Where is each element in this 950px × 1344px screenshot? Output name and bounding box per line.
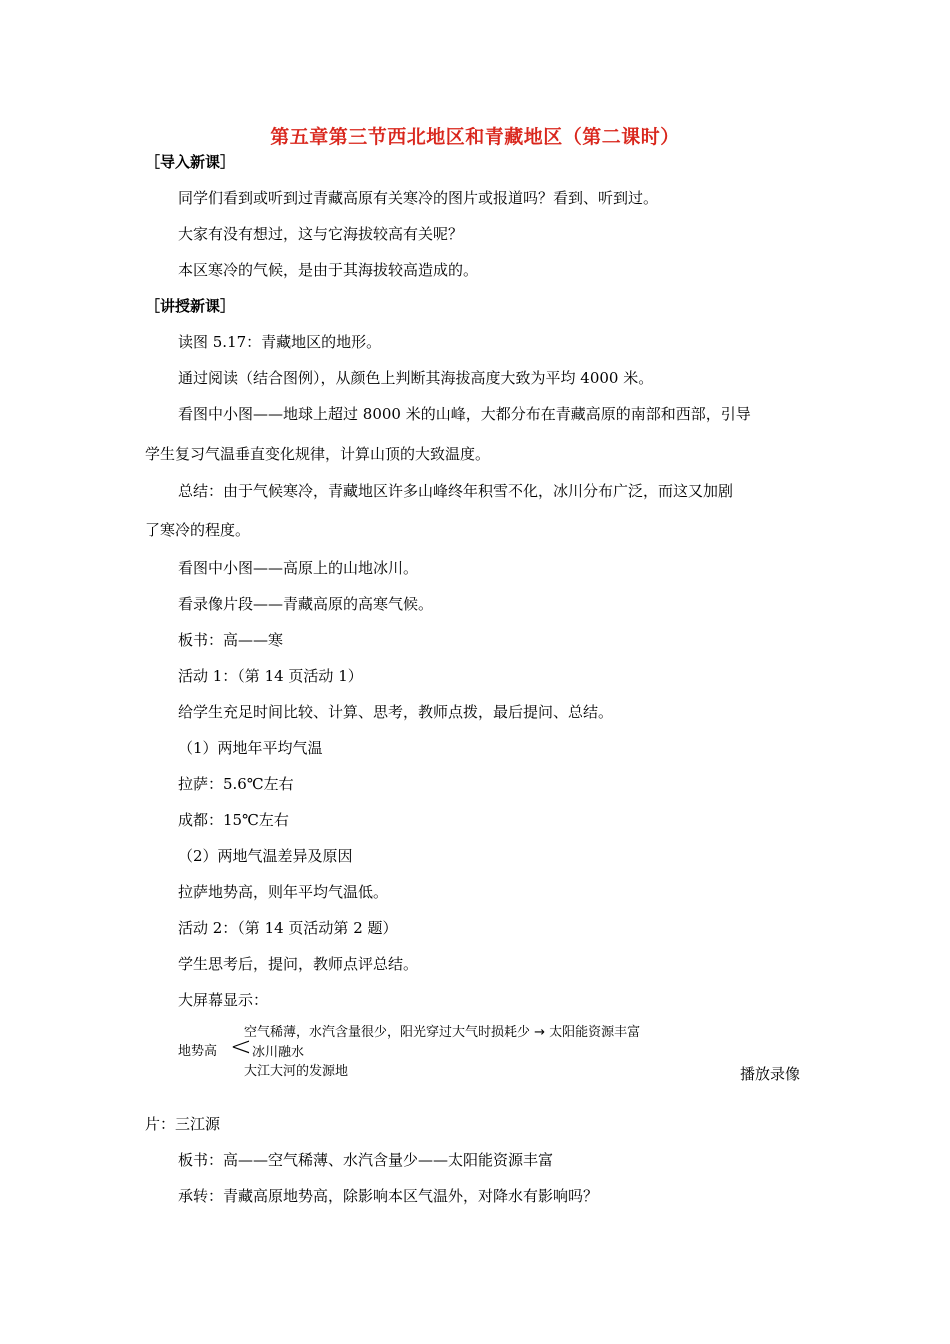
section-heading-intro: ［导入新课］ bbox=[145, 153, 236, 171]
paragraph: 拉萨：5.6℃左右 bbox=[178, 775, 294, 793]
document-title: 第五章第三节西北地区和青藏地区（第二课时） bbox=[270, 126, 680, 148]
diagram-branch: 冰川融水 bbox=[252, 1045, 305, 1060]
paragraph: （2）两地气温差异及原因 bbox=[178, 847, 353, 865]
diagram-branch: 空气稀薄，水汽含量很少，阳光穿过大气时损耗少 → 太阳能资源丰富 bbox=[244, 1025, 641, 1040]
paragraph: 学生思考后，提问，教师点评总结。 bbox=[178, 955, 419, 973]
paragraph: 通过阅读（结合图例），从颜色上判断其海拔高度大致为平均 4000 米。 bbox=[178, 369, 654, 387]
diagram-root: 地势高 bbox=[178, 1044, 218, 1059]
screen-diagram bbox=[178, 1018, 718, 1082]
paragraph: 看图中小图——地球上超过 8000 米的山峰，大都分布在青藏高原的南部和西部，引导 bbox=[178, 405, 751, 423]
paragraph: 读图 5.17：青藏地区的地形。 bbox=[178, 333, 382, 351]
section-heading-lecture: ［讲授新课］ bbox=[145, 297, 236, 315]
paragraph-right: 播放录像 bbox=[740, 1065, 801, 1083]
paragraph: 片：三江源 bbox=[145, 1115, 221, 1133]
paragraph: 板书：高——寒 bbox=[178, 631, 284, 649]
paragraph: 板书：高——空气稀薄、水汽含量少——太阳能资源丰富 bbox=[178, 1151, 554, 1169]
paragraph: 同学们看到或听到过青藏高原有关寒冷的图片或报道吗？看到、听到过。 bbox=[178, 189, 659, 207]
paragraph: 了寒冷的程度。 bbox=[145, 521, 251, 539]
paragraph: 给学生充足时间比较、计算、思考，教师点拨，最后提问、总结。 bbox=[178, 703, 614, 721]
paragraph: （1）两地年平均气温 bbox=[178, 739, 323, 757]
brace-icon: < bbox=[230, 1032, 252, 1062]
diagram-branch: 大江大河的发源地 bbox=[244, 1064, 349, 1079]
paragraph: 拉萨地势高，则年平均气温低。 bbox=[178, 883, 389, 901]
paragraph: 成都：15℃左右 bbox=[178, 811, 289, 829]
paragraph: 学生复习气温垂直变化规律，计算山顶的大致温度。 bbox=[145, 445, 491, 463]
paragraph: 本区寒冷的气候，是由于其海拔较高造成的。 bbox=[178, 261, 479, 279]
paragraph: 看图中小图——高原上的山地冰川。 bbox=[178, 559, 419, 577]
paragraph: 承转：青藏高原地势高，除影响本区气温外，对降水有影响吗？ bbox=[178, 1187, 599, 1205]
paragraph: 活动 1：（第 14 页活动 1） bbox=[178, 667, 363, 685]
paragraph: 大家有没有想过，这与它海拔较高有关呢？ bbox=[178, 225, 464, 243]
paragraph: 看录像片段——青藏高原的高寒气候。 bbox=[178, 595, 434, 613]
paragraph: 大屏幕显示： bbox=[178, 991, 269, 1009]
paragraph: 总结：由于气候寒冷，青藏地区许多山峰终年积雪不化，冰川分布广泛，而这又加剧 bbox=[178, 482, 734, 500]
paragraph: 活动 2：（第 14 页活动第 2 题） bbox=[178, 919, 398, 937]
